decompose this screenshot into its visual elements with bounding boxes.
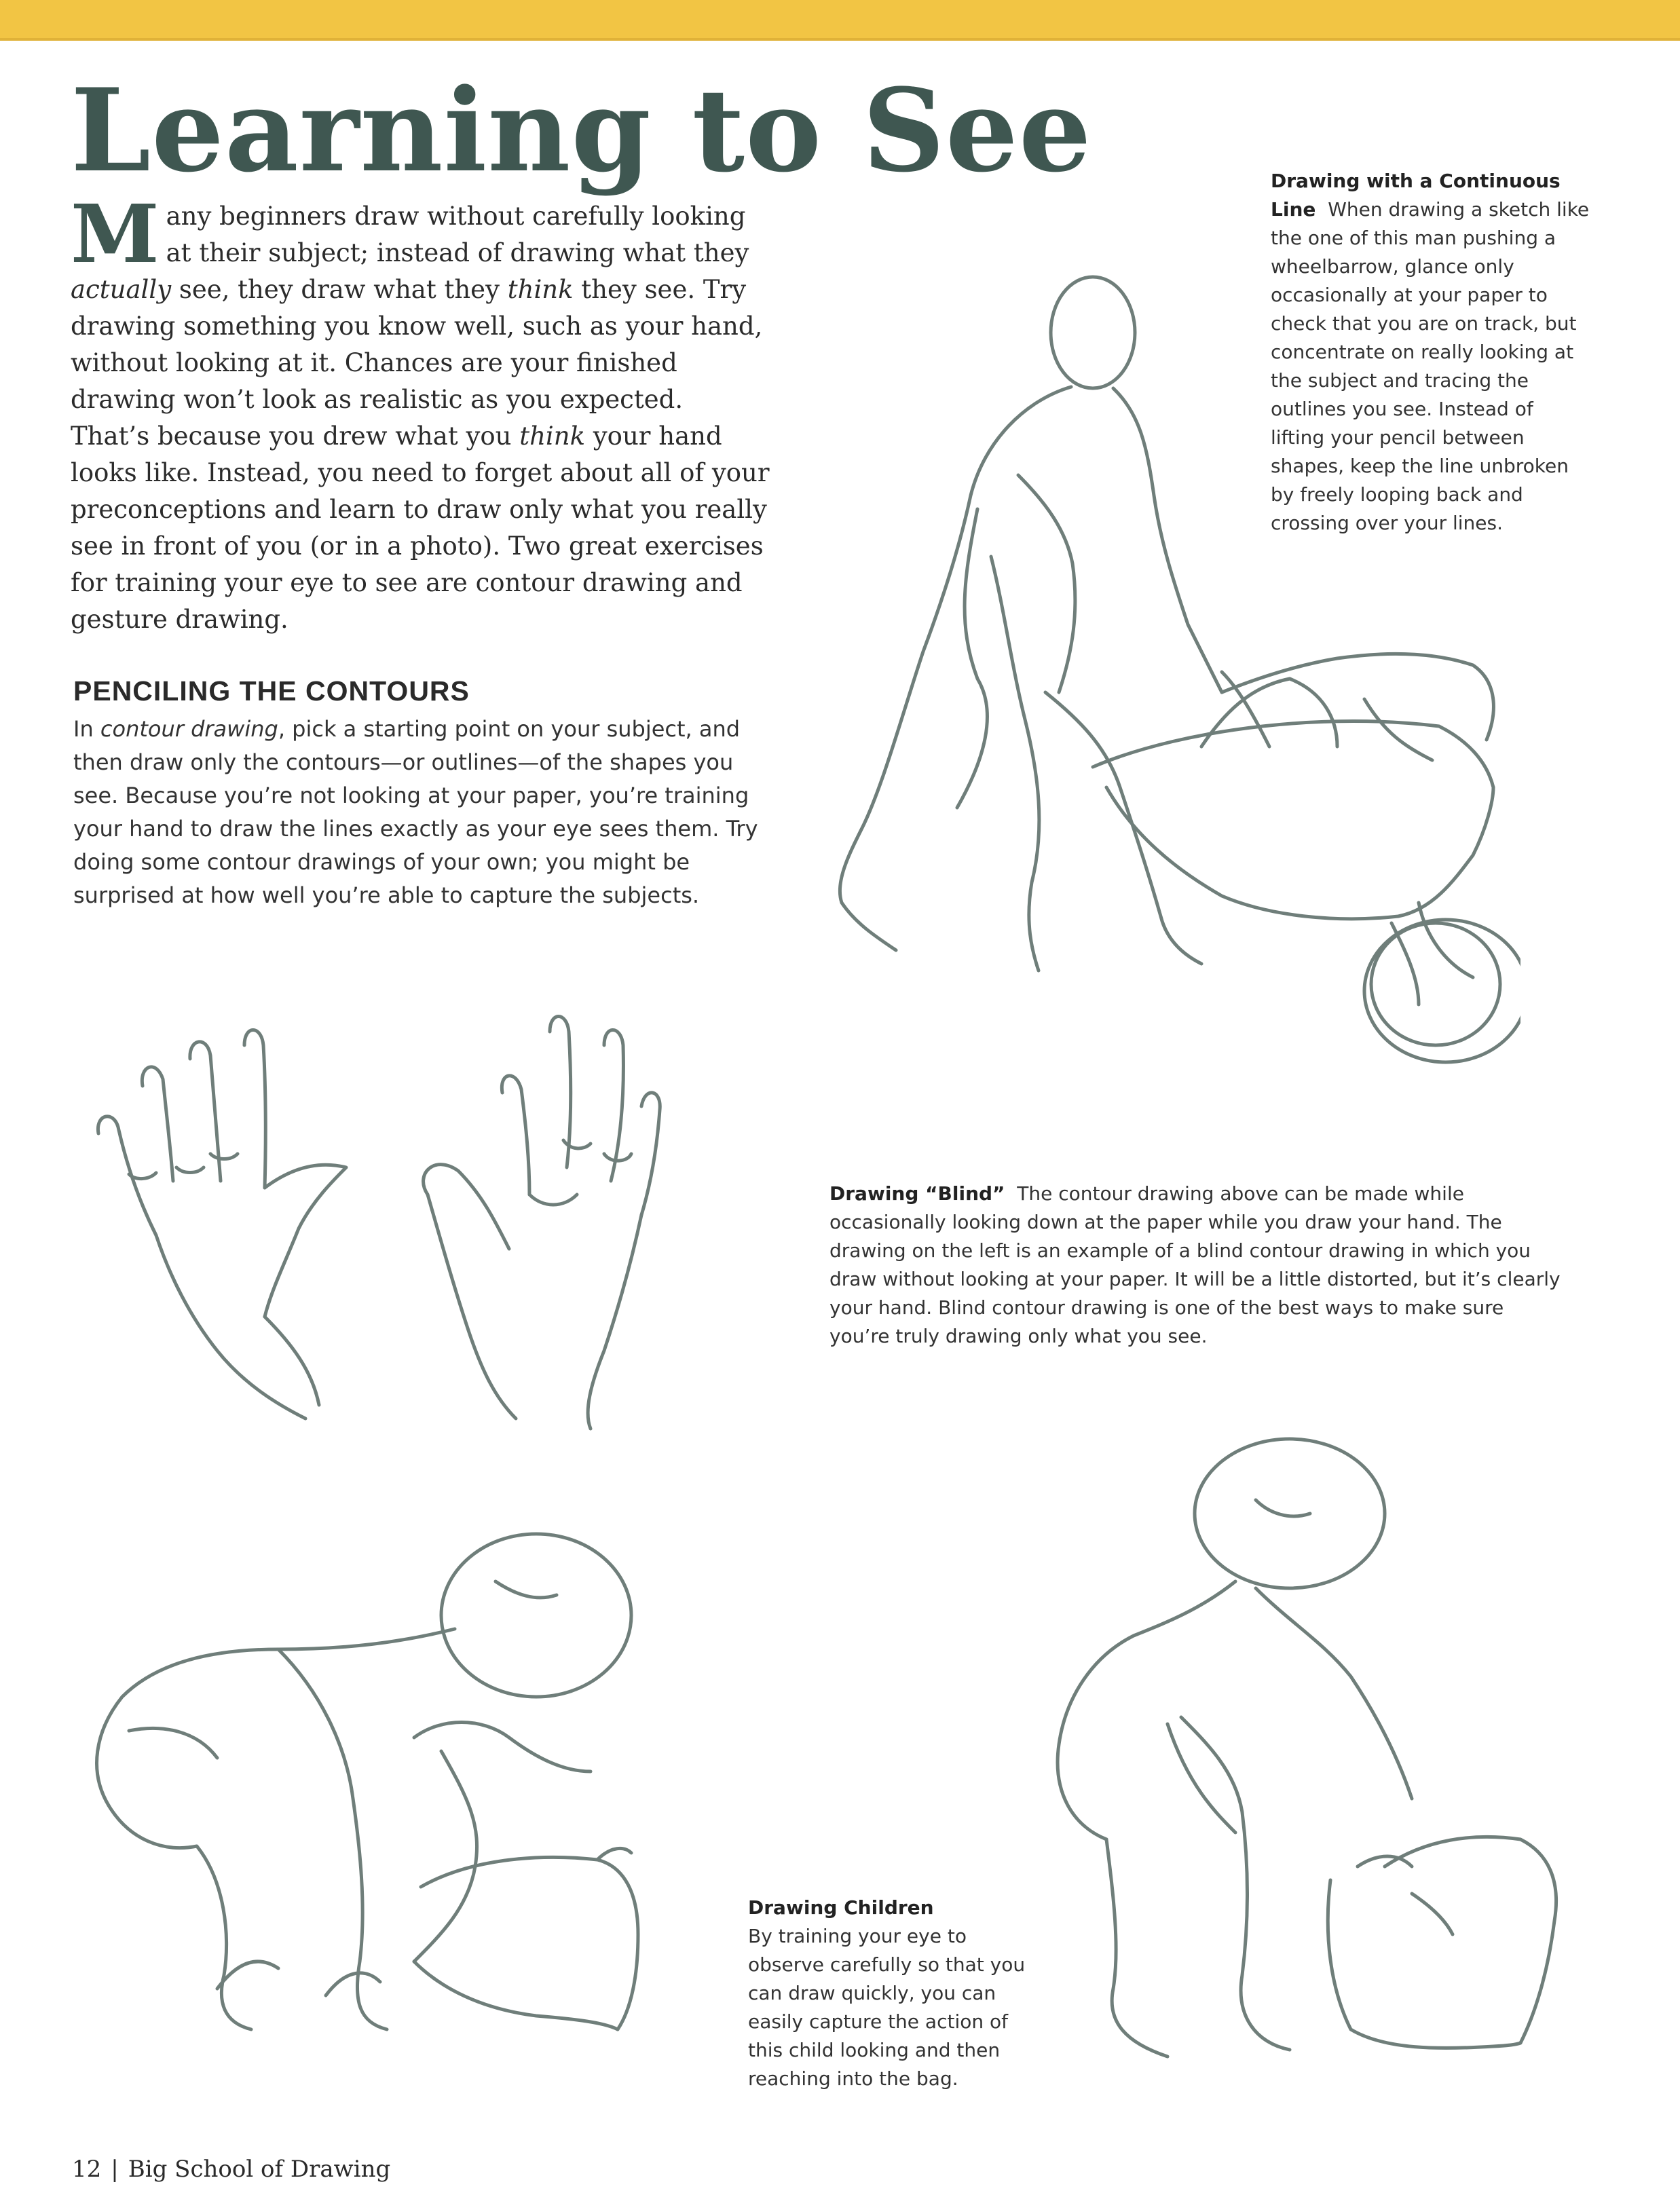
page-title: Learning to See xyxy=(71,63,1092,198)
reaching-child-sketch xyxy=(1032,1432,1595,2111)
intro-paragraph: Many beginners draw without carefully looking at their subject; instead of drawing what they actually see, they draw what they think they see. Try drawing something you know well, such as your hand, without looking at it. Chances are your finished drawing won’t look as realistic as you expected. That’s because you drew what you think your hand looks like. Instead, you need to forget about all of your preconceptions and learn to draw only what you really see in front of you (or in a photo). Two great exercises for training your eye to see are contour drawing and gesture drawing. xyxy=(71,187,770,634)
caption-drawing-blind: Drawing “Blind” The contour drawing above can be made while occasionally looking down at the paper while you draw your hand. The drawing on the left is an example of a blind contour drawing in which you draw without looking at your paper. It will be a little distorted, but it’s clearly your hand. Blind contour drawing is one of the best ways to make sure you’re truly drawing only what you see. xyxy=(829,1182,1561,1347)
page-footer xyxy=(72,2156,390,2183)
page-number: 12 xyxy=(72,2156,102,2183)
section-paragraph: In contour drawing, pick a starting point on your subject, and then draw only the contours—or outlines—of the shapes you see. Because you’re not looking at your paper, you’re training your hand to draw the lines exactly as your eye sees them. Try doing some contour drawings of your own; you might be surprised at how well you’re able to capture the subjects. xyxy=(73,716,758,908)
top-accent-bar xyxy=(0,0,1680,38)
bending-child-sketch xyxy=(61,1527,706,2043)
caption-continuous-line: Drawing with a Continuous Line When drawing a sketch like the one of this man pushing a wheelbarrow, glance only occasionally at your paper to check that you are on track, but concentrate on really looking at the subject and tracing the outlines you see. Instead of lifting your pencil between shapes, keep the line unbroken by freely looping back and crossing over your lines. xyxy=(1271,170,1590,534)
top-accent-bar-edge xyxy=(0,38,1680,41)
section-heading: PENCILING THE CONTOURS xyxy=(73,675,470,707)
hands-contour-sketch xyxy=(88,1005,713,1432)
book-title: Big School of Drawing xyxy=(128,2156,391,2183)
caption-drawing-children: Drawing Children By training your eye to observe carefully so that you can draw quickly, you can easily capture the action of this child looking and then reaching into the bag. xyxy=(748,1896,1026,2090)
footer-separator: | xyxy=(111,2156,119,2183)
drop-cap: M xyxy=(71,187,160,281)
